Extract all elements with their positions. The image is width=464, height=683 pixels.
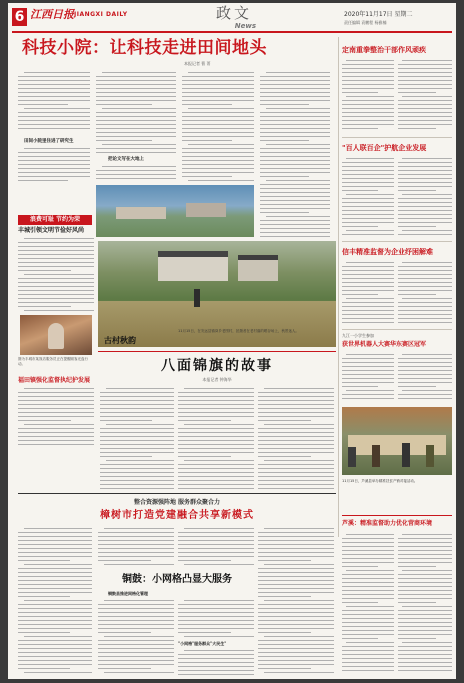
lower-kicker: 整合资源强阵地 服务群众聚合力 (133, 499, 221, 506)
paper-name: 江西日报 (30, 8, 74, 21)
lower-rule (18, 493, 336, 494)
lead-headline: 科技小院：让科技走进田间地头 (22, 38, 267, 58)
lower-headline: 樟树市打造党建融合共享新模式 (100, 510, 254, 521)
left-photo (20, 315, 92, 355)
sidebar-body-3a (342, 261, 394, 325)
sidebar-body-2b (398, 157, 452, 237)
lead-subhead-1: 田间小院里住进了研究生 (24, 139, 74, 144)
lower-body-e (98, 599, 174, 677)
sidebar-kicker-4: 九江一小学生参加 (342, 333, 374, 338)
sidebar-divider (338, 37, 339, 537)
sidebar-body-1b (398, 59, 452, 133)
sidebar-rule-bottom (342, 515, 452, 516)
left-photo-caption: 图为丰城市某饭店服务员正在提醒顾客光盘行动。 (18, 357, 88, 366)
editors: 责任编辑 袁鹏程 杨雅楠 (344, 20, 387, 25)
sidebar-body-5b (398, 533, 452, 673)
sidebar-headline-2: "百人联百企"护航企业发展 (342, 144, 427, 152)
lead-photo (96, 185, 254, 237)
lead-body-col2b (96, 165, 176, 183)
left-headline: 丰城引领文明节俭好风尚 (18, 227, 85, 234)
sidebar-headline-3: 信丰精准监督为企业纾困解难 (342, 248, 433, 256)
feature-body-a (100, 387, 174, 491)
village-photo-title: 古村秋韵 (104, 335, 136, 345)
left-body-2 (18, 387, 94, 447)
paper-name-en: JIANGXI DAILY (74, 11, 128, 18)
feature-body-c (258, 387, 334, 491)
lower-subhead-right: "小网格"服务群众"大民生" (178, 641, 227, 646)
feature-body-b (178, 387, 254, 491)
issue-date: 2020年11月17日 星期二 (344, 11, 413, 18)
lead-body-col3 (182, 71, 254, 183)
lower-body-b (98, 527, 174, 569)
lead-body-col2 (96, 71, 176, 155)
newspaper-page (8, 3, 456, 679)
sidebar-photo-caption: 11月15日，芦溪县举办精准扶贫产销对接活动。 (342, 479, 418, 483)
lower-headline-2: 铜鼓：小网格凸显大服务 (122, 574, 232, 585)
sidebar-body-4a (342, 353, 394, 403)
sidebar-body-4b (398, 353, 452, 403)
sidebar-body-1a (342, 59, 394, 133)
left-body (18, 237, 94, 313)
feature-byline: 本报记者 钟海华 (202, 377, 232, 382)
feature-rule-top (98, 351, 336, 352)
lower-body-g (178, 649, 254, 677)
lead-byline: 本报记者 曹 菁 (184, 61, 211, 66)
lead-body-col1b (18, 147, 90, 183)
lower-body-f (178, 599, 254, 639)
masthead (8, 3, 456, 33)
lead-subhead-2: 把论文写在大地上 (108, 157, 144, 162)
sidebar-body-5a (342, 533, 394, 673)
lead-body-col1 (18, 71, 90, 133)
lower-body-c (178, 527, 254, 569)
page-number: 6 (12, 8, 27, 26)
sidebar-photo (342, 407, 452, 475)
lower-subhead-left: 铜鼓县推进网格化管理 (108, 591, 148, 596)
sidebar-body-2a (342, 157, 394, 237)
lower-body-a (18, 527, 92, 677)
village-photo-caption: 11月15日，在安远县镇岗乡老围村，拍摄者在老村落的晒谷场上，秋景迷人。 (178, 329, 299, 333)
lower-body-d (258, 527, 334, 677)
masthead-rule (12, 31, 452, 33)
sidebar-headline-1: 定南重拳整治干部作风顽疾 (342, 46, 426, 54)
left-kicker: 浪费可耻 节约为荣 (18, 215, 92, 225)
section-title-en: News (234, 22, 256, 30)
lead-body-col4 (260, 71, 330, 241)
sidebar-headline-5: 芦溪：精准监督助力优化营商环境 (342, 520, 433, 527)
section-title: 政文 (215, 4, 252, 22)
sidebar-body-3b (398, 261, 452, 325)
feature-headline: 八面锦旗的故事 (161, 358, 273, 374)
left-headline-2: 福田镇强化监督执纪护发展 (18, 377, 91, 384)
sidebar-headline-4: 获世界机器人大赛华东赛区冠军 (342, 341, 427, 348)
